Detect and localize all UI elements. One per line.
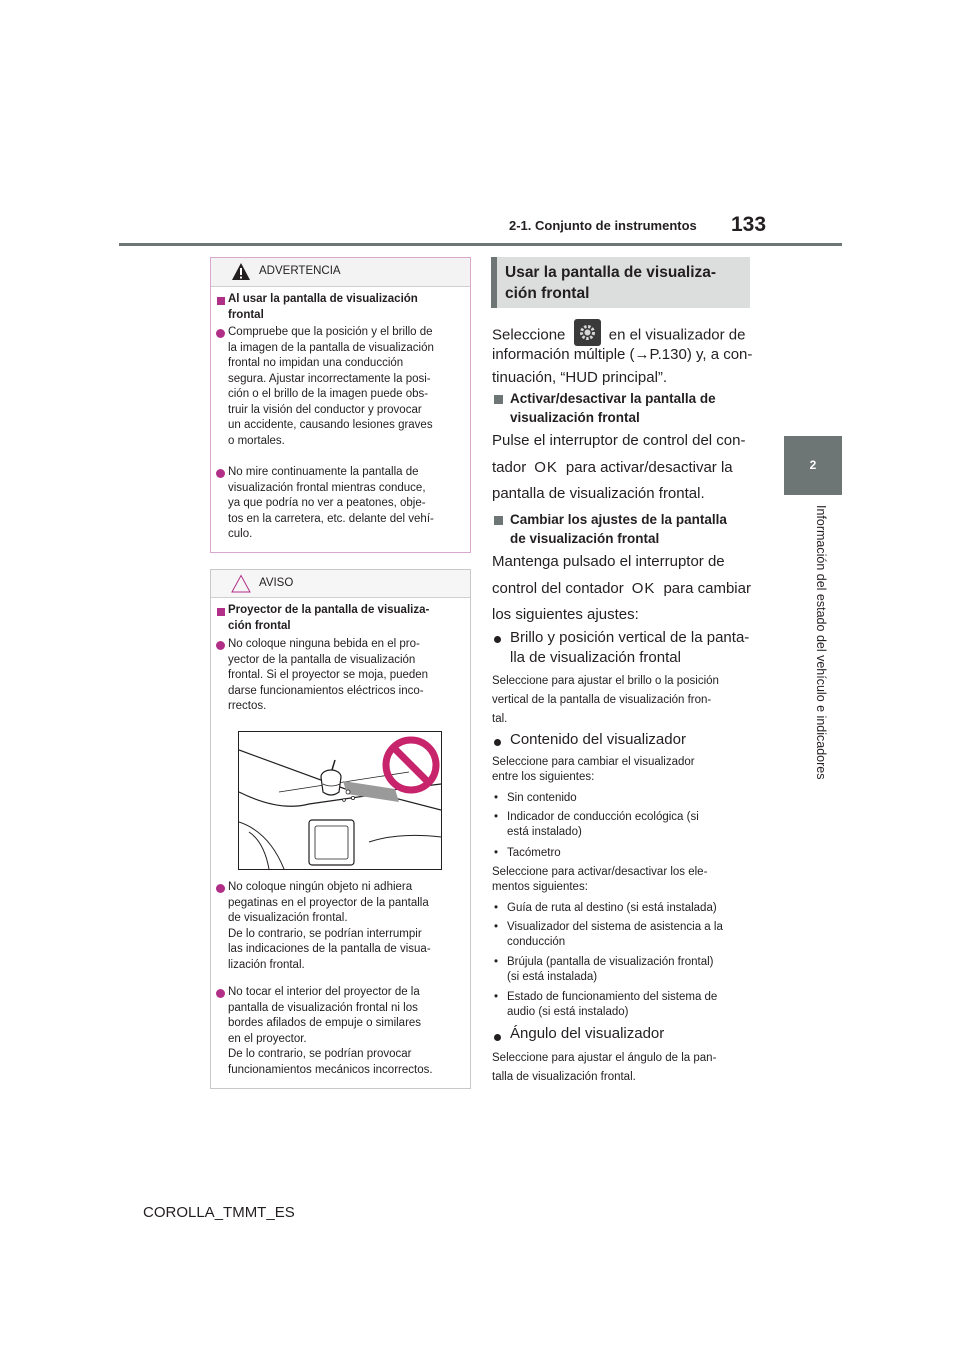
toggle-text-2: tador OK para activar/desactivar la (492, 459, 733, 476)
notice-item-3: No tocar el interior del proyector de la pantalla de visualización frontal ni los bordes afilados de empuje o similares en el proyector. De lo contrario, se podrían provocar funcionamientos mecánicos incorrectos. (228, 986, 433, 1076)
toggle-text-3: pantalla de visualización frontal. (492, 485, 705, 502)
intro-line-3: tinuación, “HUD principal”. (492, 369, 668, 386)
bullet-icon (216, 641, 225, 650)
subheading-settings: Cambiar los ajustes de la pantalla de visualización frontal (510, 512, 727, 546)
list-bullet: • (494, 847, 499, 859)
toggle-text-1: Pulse el interruptor de control del con- (492, 432, 746, 449)
option-brightness: Brillo y posición vertical de la panta- lla de visualización frontal (510, 629, 750, 666)
heading-square-icon (217, 608, 225, 616)
dashboard-drawing (239, 732, 441, 869)
heading-square-icon (494, 395, 503, 404)
bullet-icon (494, 739, 501, 746)
header-rule (119, 243, 842, 246)
list-bullet: • (494, 792, 499, 804)
document-code: COROLLA_TMMT_ES (143, 1204, 295, 1221)
subheading-toggle: Activar/desactivar la pantalla de visualización frontal (510, 391, 716, 425)
list-bullet: • (494, 991, 499, 1003)
list-item: Indicador de conducción ecológica (si está instalado) (507, 811, 699, 838)
warning-item-2: No mire continuamente la pantalla de visualización frontal mientras conduce, ya que podría no ver a peatones, obje- tos en la carretera, etc. delante del vehí- culo. (228, 466, 434, 540)
warning-item-1: Compruebe que la posición y el brillo de la imagen de la pantalla de visualización frontal no impidan una conducción segura. Ajustar incorrectamente la posi- ción o el brillo de la imagen puede obs- truir la visión del conductor y provocar un accidente, causando lesiones graves o mortales. (228, 326, 434, 447)
chapter-number: 2 (809, 458, 817, 472)
list-item: Estado de funcionamiento del sistema de audio (si está instalado) (507, 991, 718, 1018)
list-bullet: • (494, 956, 499, 968)
list-item: Brújula (pantalla de visualización frontal) (si está instalada) (507, 956, 714, 983)
bullet-icon (216, 329, 225, 338)
notice-box (210, 569, 471, 1089)
option-brightness-desc: Seleccione para ajustar el brillo o la posición vertical de la pantalla de visualización fron- tal. (492, 675, 719, 725)
heading-square-icon (494, 516, 503, 525)
ok-button-icon: OK (631, 580, 656, 597)
banner-accent-bar (491, 257, 497, 308)
list-bullet: • (494, 921, 499, 933)
option-angle: Ángulo del visualizador (510, 1025, 665, 1042)
section-heading: Usar la pantalla de visualiza- ción frontal (505, 264, 717, 302)
notice-heading: Proyector de la pantalla de visualiza- ción frontal (228, 604, 430, 632)
bullet-icon (494, 1034, 501, 1041)
notice-item-2: No coloque ningún objeto ni adhiera pegatinas en el proyector de la pantalla de visualización frontal. De lo contrario, se podrían interrumpir las indicaciones de la pantalla de visua- lización frontal. (228, 881, 431, 971)
bullet-icon (216, 884, 225, 893)
option-content-desc-2: Seleccione para activar/desactivar los ele- mentos siguientes: (492, 866, 708, 893)
intro-line-2: información múltiple (→P.130) y, a con- (492, 346, 753, 363)
page-number: 133 (731, 213, 767, 236)
ok-button-icon: OK (534, 459, 558, 476)
projector-illustration (238, 731, 442, 870)
settings-text-1: Mantenga pulsado el interruptor de (492, 553, 725, 570)
intro-line-1: Seleccione en el visualizador de (492, 322, 746, 349)
warning-heading: Al usar la pantalla de visualización frontal (228, 293, 418, 321)
list-item: Sin contenido (507, 792, 577, 804)
caution-triangle-icon (231, 574, 251, 593)
bullet-icon (494, 636, 501, 643)
warning-box (210, 257, 471, 553)
heading-square-icon (217, 297, 225, 305)
notice-title: AVISO (259, 577, 294, 589)
settings-gear-icon (574, 319, 601, 346)
list-bullet: • (494, 902, 499, 914)
list-item: Visualizador del sistema de asistencia a la conducción (507, 921, 723, 948)
warning-triangle-icon (231, 262, 251, 281)
option-content-desc: Seleccione para cambiar el visualizador entre los siguientes: (492, 756, 695, 783)
settings-text-3: los siguientes ajustes: (492, 606, 639, 623)
section-title: 2-1. Conjunto de instrumentos (509, 218, 697, 233)
settings-text-2: control del contador OK para cambiar (492, 580, 751, 597)
warning-title: ADVERTENCIA (259, 265, 341, 277)
notice-header (211, 570, 470, 598)
list-item: Tacómetro (507, 847, 561, 859)
list-bullet: • (494, 811, 499, 823)
warning-header (211, 258, 470, 287)
notice-item-1: No coloque ninguna bebida en el pro- yector de la pantalla de visualización frontal. Si el proyector se moja, pueden darse funcionamientos eléctricos inco- rrectos. (228, 638, 429, 712)
list-item: Guía de ruta al destino (si está instalada) (507, 902, 717, 914)
bullet-icon (216, 469, 225, 478)
chapter-label: Información del estado del vehículo e indicadores (814, 505, 828, 780)
option-angle-desc: Seleccione para ajustar el ángulo de la pan- talla de visualización frontal. (492, 1052, 717, 1083)
bullet-icon (216, 989, 225, 998)
option-content: Contenido del visualizador (510, 731, 686, 748)
